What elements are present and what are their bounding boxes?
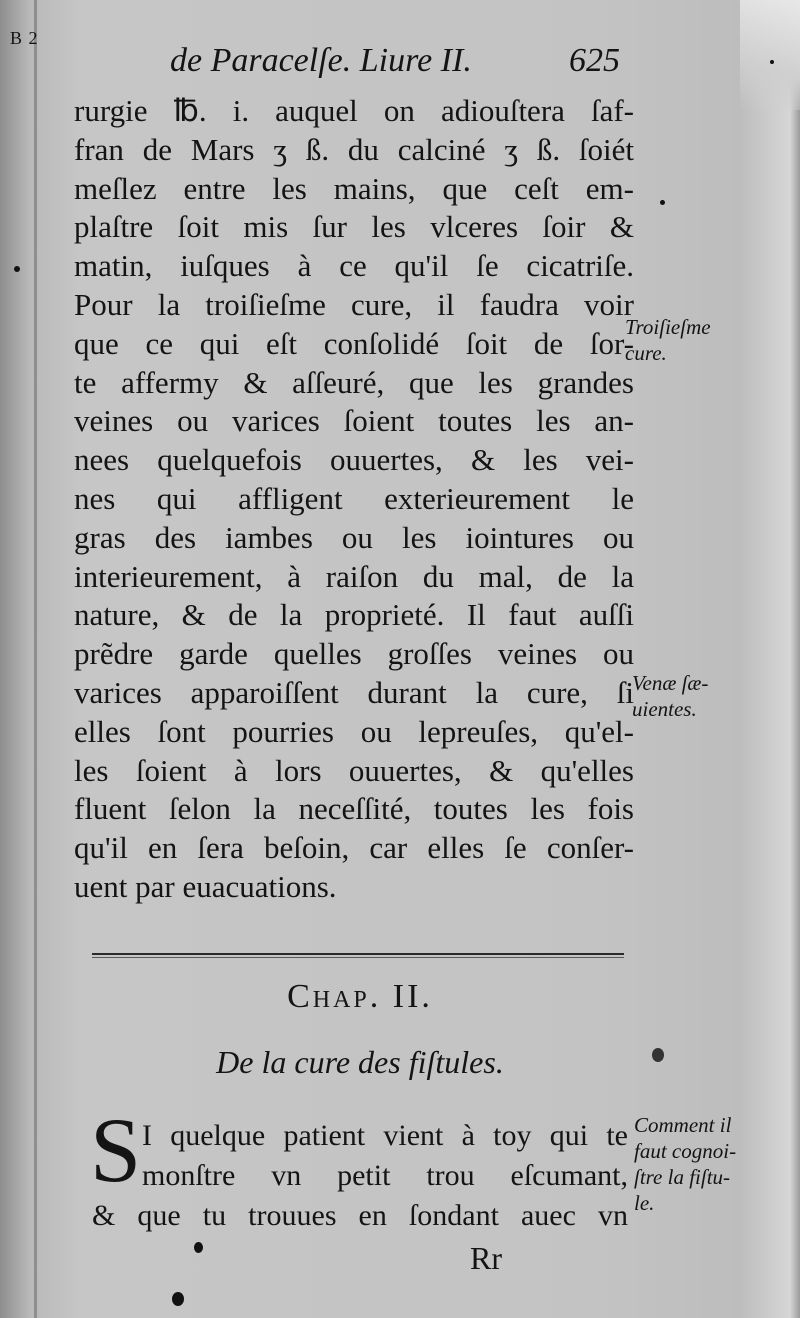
marginal-note-line: ſtre la fiſtu- bbox=[634, 1165, 731, 1189]
chapter-title: De la cure des fiſtules. bbox=[216, 1044, 504, 1080]
drop-cap: S bbox=[90, 1099, 142, 1201]
signature-mark: Rr bbox=[470, 1240, 502, 1276]
marginal-note-line: Comment il bbox=[634, 1113, 732, 1137]
text-line: qu'il en ſera beſoin, car elles ſe conſer- bbox=[74, 830, 634, 866]
page-number: 625 bbox=[569, 42, 620, 79]
text-line: nature, & de la proprieté. Il faut auſſi bbox=[74, 597, 634, 633]
chapter-body bbox=[92, 1116, 628, 1236]
text-line: varices apparoiſſent durant la cure, ſi bbox=[74, 674, 634, 710]
text-line: meſlez entre les mains, que ceſt em- bbox=[74, 170, 634, 206]
marginal-note-line: uientes. bbox=[632, 697, 697, 721]
text-line: & que tu trouues en ſondant auec vn bbox=[92, 1199, 628, 1232]
text-line: les ſoient à lors ouuertes, & qu'elles bbox=[74, 752, 634, 788]
ink-speck bbox=[770, 60, 774, 64]
text-line: fluent ſelon la neceſſité, toutes les fois bbox=[74, 791, 634, 827]
text-line: uent par euacuations. bbox=[74, 868, 337, 904]
text-line: que ce qui eſt conſolidé ſoit de ſor- bbox=[74, 325, 634, 361]
running-head-title: de Paracelſe. Liure II. bbox=[170, 42, 472, 79]
marginal-note-line: cure. bbox=[625, 341, 667, 365]
page-corner-shade bbox=[740, 0, 800, 110]
text-line: matin, iuſques à ce qu'il ſe cicatriſe. bbox=[74, 248, 634, 284]
text-line: veines ou varices ſoient toutes les an- bbox=[74, 403, 634, 439]
text-line: te affermy & aſſeuré, que les grandes bbox=[74, 364, 634, 400]
ink-speck bbox=[652, 1048, 664, 1062]
text-line: prẽdre garde quelles groſſes veines ou bbox=[74, 636, 634, 672]
chapter-heading: Chap. II. bbox=[287, 978, 433, 1015]
text-line: plaſtre ſoit mis ſur les vlceres ſoir & bbox=[74, 209, 634, 245]
text-line: nees quelquefois ouuertes, & les vei- bbox=[74, 442, 634, 478]
text-line: monſtre vn petit trou eſcumant, bbox=[142, 1159, 628, 1192]
text-line: nes qui affligent exterieurement le bbox=[74, 480, 634, 516]
section-divider bbox=[92, 953, 624, 955]
text-line: interieurement, à raiſon du mal, de la bbox=[74, 558, 634, 594]
marginal-note-venae bbox=[632, 670, 708, 722]
gutter-shadow bbox=[34, 0, 37, 1318]
ink-speck bbox=[14, 266, 20, 272]
text-line: I quelque patient vient à toy qui te bbox=[142, 1119, 628, 1152]
running-head bbox=[170, 42, 620, 92]
marginal-note-third-cure bbox=[625, 314, 711, 366]
marginal-note-fistula bbox=[634, 1112, 736, 1216]
body-text bbox=[74, 92, 634, 907]
marginal-note-line: Venæ ſæ- bbox=[632, 671, 709, 695]
text-line: rurgie ℔. i. auquel on adiouſtera ſaf- bbox=[74, 93, 634, 128]
text-line: elles ſont pourries ou lepreuſes, qu'el- bbox=[74, 713, 634, 749]
text-line: fran de Mars ʒ ß. du calciné ʒ ß. ſoiét bbox=[74, 131, 634, 167]
text-line: gras des iambes ou les iointures ou bbox=[74, 519, 634, 555]
marginal-note-line: le. bbox=[634, 1191, 655, 1215]
folio-mark: B 2 bbox=[10, 28, 39, 48]
marginal-note-line: Troiſieſme bbox=[625, 315, 711, 339]
marginal-note-line: faut cognoi- bbox=[634, 1139, 737, 1163]
text-line: Pour la troiſieſme cure, il faudra voir bbox=[74, 286, 634, 322]
ink-speck bbox=[660, 200, 665, 205]
ink-speck bbox=[194, 1242, 203, 1253]
ink-speck bbox=[172, 1292, 184, 1306]
